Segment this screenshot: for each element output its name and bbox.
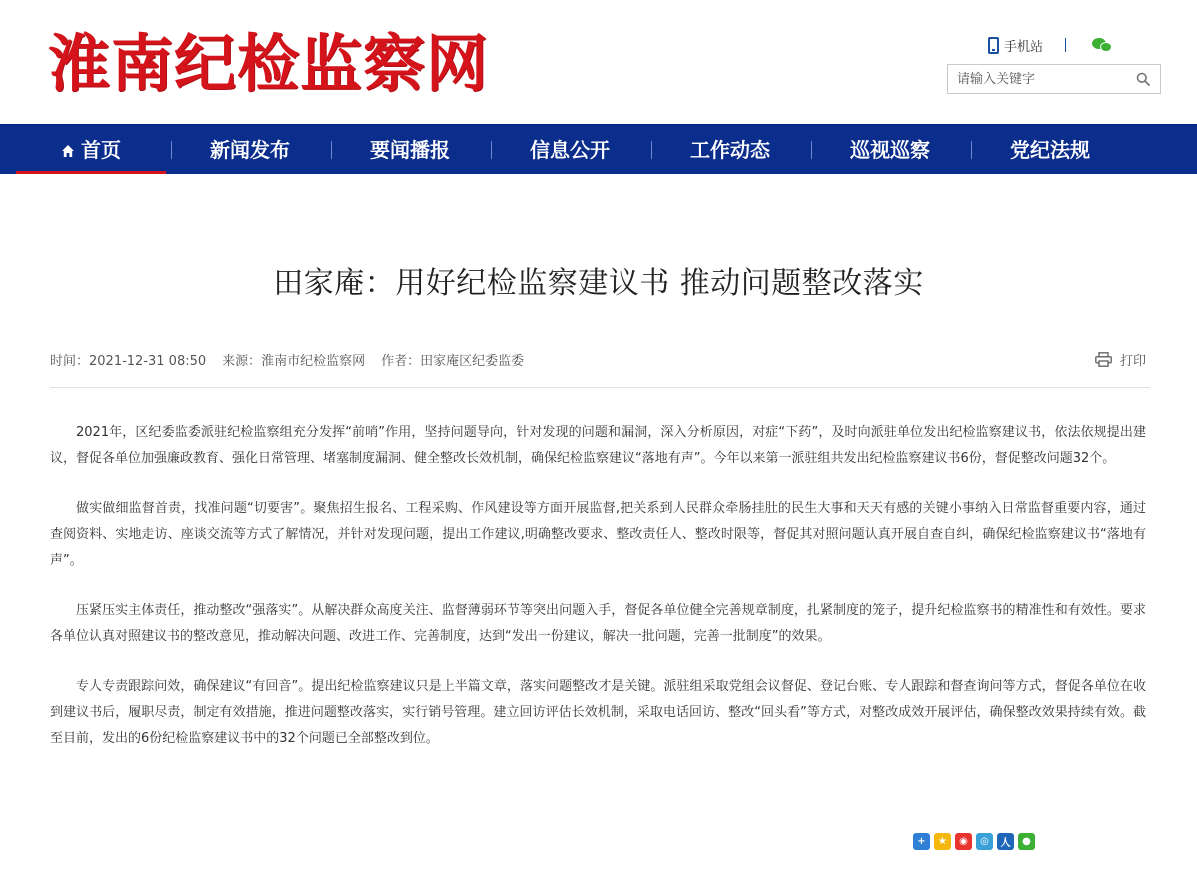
article-paragraph: 2021年，区纪委监委派驻纪检监察组充分发挥“前哨”作用，坚持问题导向，针对发现的问题和漏洞，深入分析原因，对症“下药”，及时向派驻单位发出纪检监察建议书，依法依规提出建议，督促各单位加强廉政教育、强化日常管理、堵塞制度漏洞、健全整改长效机制，确保纪检监察建议“落地有声”。今年以来第一派驻组共发出纪检监察建议书6份，督促整改问题32个。 [50, 425, 1146, 466]
article-title: 田家庵：用好纪检监察建议书 推动问题整改落实 [273, 266, 924, 301]
main-nav [0, 124, 1197, 174]
print-label: 打印 [1120, 354, 1147, 369]
printer-icon [1095, 352, 1112, 367]
article-paragraph: 压紧压实主体责任，推动整改“强落实”。从解决群众高度关注、监督薄弱环节等突出问题入手，督促各单位健全完善规章制度，扎紧制度的笼子，提升纪检监察书的精准性和有效性。要求各单位认真对照建议书的整改意见，推动解决问题、改进工作、完善制度，达到“发出一份建议，解决一批问题，完善一批制度”的效果。 [50, 603, 1146, 644]
site-header [0, 0, 1197, 124]
wechat-share-icon[interactable]: ● [1018, 833, 1035, 850]
article-time: 时间：2021-12-31 08:50 [50, 354, 207, 369]
renren-icon[interactable]: 人 [997, 833, 1014, 850]
home-icon [61, 144, 75, 158]
tencent-weibo-icon[interactable]: ◎ [976, 833, 993, 850]
nav-divider [651, 141, 652, 159]
nav-item-party-regulations[interactable]: 党纪法规 [1010, 138, 1090, 162]
site-logo[interactable]: 淮南纪检监察网 [48, 27, 490, 100]
article-paragraph: 做实做细监督首责，找准问题“切要害”。聚焦招生报名、工程采购、作风建设等方面开展监督,把关系到人民群众牵肠挂肚的民生大事和天天有感的关键小事纳入日常监督重要内容，通过查阅资料、实地走访、座谈交流等方式了解情况，并针对发现问题，提出工作建议,明确整改要求、整改责任人、整改时限等，督促其对照问题认真开展自查自纠，确保纪检监察建议书“落地有声”。 [50, 501, 1146, 568]
top-links [988, 36, 1114, 54]
top-links-divider [1065, 38, 1066, 52]
share-bar [913, 833, 1035, 850]
meta-divider [50, 387, 1150, 388]
nav-divider [971, 141, 972, 159]
article-body [50, 420, 1146, 776]
article-meta [50, 350, 540, 369]
weibo-icon[interactable]: ◉ [955, 833, 972, 850]
nav-divider [811, 141, 812, 159]
search-icon[interactable] [1136, 72, 1150, 86]
qzone-icon[interactable]: ★ [934, 833, 951, 850]
nav-divider [331, 141, 332, 159]
nav-item-work-updates[interactable]: 工作动态 [690, 138, 770, 162]
print-button[interactable] [1095, 350, 1146, 369]
article-paragraph: 专人专责跟踪问效，确保建议“有回音”。提出纪检监察建议只是上半篇文章，落实问题整改才是关键。派驻组采取党组会议督促、登记台账、专人跟踪和督查询问等方式，督促各单位在收到建议书后，履职尽责，制定有效措施，推进问题整改落实，实行销号管理。建立回访评估长效机制，采取电话回访、整改“回头看”等方式，对整改成效开展评估，确保整改效果持续有效。截至目前，发出的6份纪检监察建议书中的32个问题已全部整改到位。 [50, 679, 1146, 746]
nav-item-info-disclosure[interactable]: 信息公开 [530, 138, 610, 162]
mobile-phone-icon [988, 37, 999, 54]
nav-item-label: 首页 [81, 138, 121, 162]
mobile-site-link[interactable]: 手机站 [1004, 39, 1044, 55]
nav-item-headlines[interactable]: 要闻播报 [370, 138, 450, 162]
share-more-icon[interactable]: + [913, 833, 930, 850]
nav-divider [491, 141, 492, 159]
search-box [947, 64, 1161, 94]
nav-item-inspection[interactable]: 巡视巡察 [850, 138, 930, 162]
nav-item-home[interactable] [16, 126, 166, 174]
search-input[interactable] [948, 65, 1128, 93]
wechat-icon[interactable] [1092, 37, 1114, 53]
article-author: 作者：田家庵区纪委监委 [381, 354, 525, 369]
nav-item-news-release[interactable]: 新闻发布 [210, 138, 290, 162]
article-source: 来源：淮南市纪检监察网 [222, 354, 366, 369]
nav-divider [171, 141, 172, 159]
